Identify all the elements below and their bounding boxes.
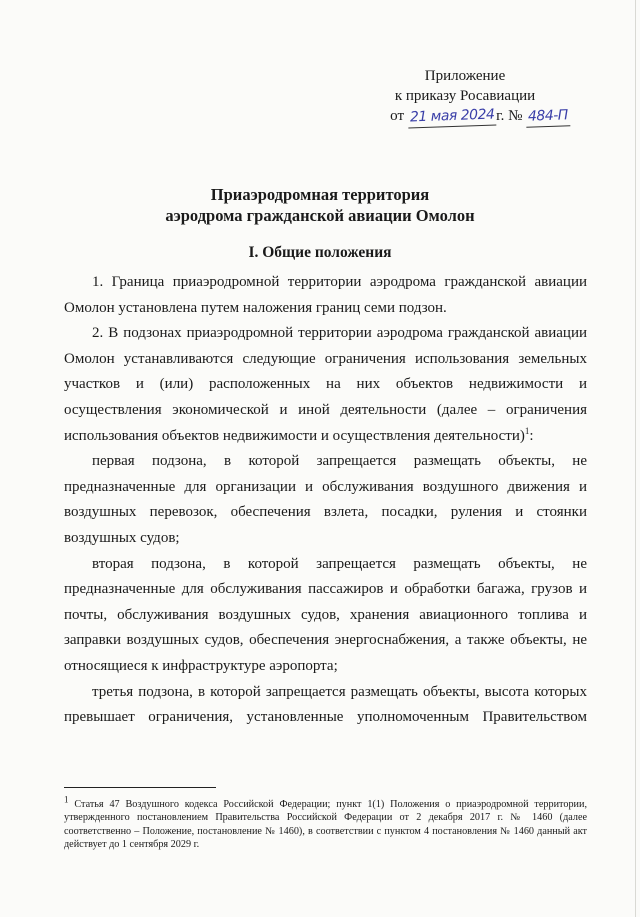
paragraph-subzone-3: третья подзона, в которой запрещается размещать объекты, высота которых превышает ограничения, установленные уполномоченным Правительством	[64, 683, 587, 726]
paragraph-2-text: 2. В подзонах приаэродромной территории аэродрома гражданской авиации Омолон устанавливаются следующие ограничения использования земельных участков и (или) расположенных на них объектов недвижимости и осуществления экономической и иной деятельности (далее – ограничения использования объектов недвижимости и осуществления деятельности)	[64, 325, 587, 444]
order-reference: к приказу Росавиации	[394, 88, 536, 104]
order-date-number	[360, 106, 570, 127]
appendix-header	[360, 66, 570, 127]
footnote-mark: 1	[64, 794, 69, 805]
footnote-divider	[64, 787, 216, 788]
paragraph-2-end: :	[529, 427, 534, 444]
footnote	[64, 794, 587, 852]
paragraph-subzone-1: первая подзона, в которой запрещается размещать объекты, не предназначенные для организации и обслуживания воздушного движения и воздушных перевозок, обеспечения взлета, посадки, руления и стоянки воздушных судов;	[64, 453, 587, 546]
paragraph-2	[64, 321, 587, 449]
section-heading: I. Общие положения	[248, 244, 392, 261]
title-line-1: Приаэродромная территория	[210, 185, 430, 204]
footnote-ref: 1	[524, 425, 530, 436]
number-label: г. №	[496, 108, 523, 124]
paragraph-1: 1. Граница приаэродромной территории аэродрома гражданской авиации Омолон установлена путем наложения границ семи подзон.	[64, 274, 587, 316]
document-body	[64, 270, 587, 731]
handwritten-number: 484-П	[526, 105, 571, 128]
paragraph-subzone-2: вторая подзона, в которой запрещается размещать объекты, не предназначенные для обслуживания пассажиров и обработки багажа, грузов и почты, обслуживания воздушных судов, хранения авиационного топлива и заправки воздушных судов, обеспечения энергоснабжения, а также объекты, не относящиеся к инфраструктуре аэропорта;	[64, 555, 587, 674]
handwritten-date: 21 мая 2024	[407, 104, 496, 128]
page-edge	[635, 0, 636, 917]
footnote-paragraph	[64, 794, 587, 852]
title-line-2: аэродрома гражданской авиации Омолон	[165, 206, 475, 225]
date-prefix: от	[390, 108, 404, 124]
appendix-label: Приложение	[424, 68, 506, 84]
document-title	[40, 184, 600, 226]
footnote-text: Статья 47 Воздушного кодекса Российской Федерации; пункт 1(1) Положения о приаэродромной территории, утвержденного постановлением Правительства Российской Федерации от 2 декабря 2017 г. № 1460 (далее соответственно – Положение, постановление № 1460), в соответствии с пунктом 4 постановления № 1460 данный акт действует до 1 сентября 2029 г.	[64, 799, 587, 851]
